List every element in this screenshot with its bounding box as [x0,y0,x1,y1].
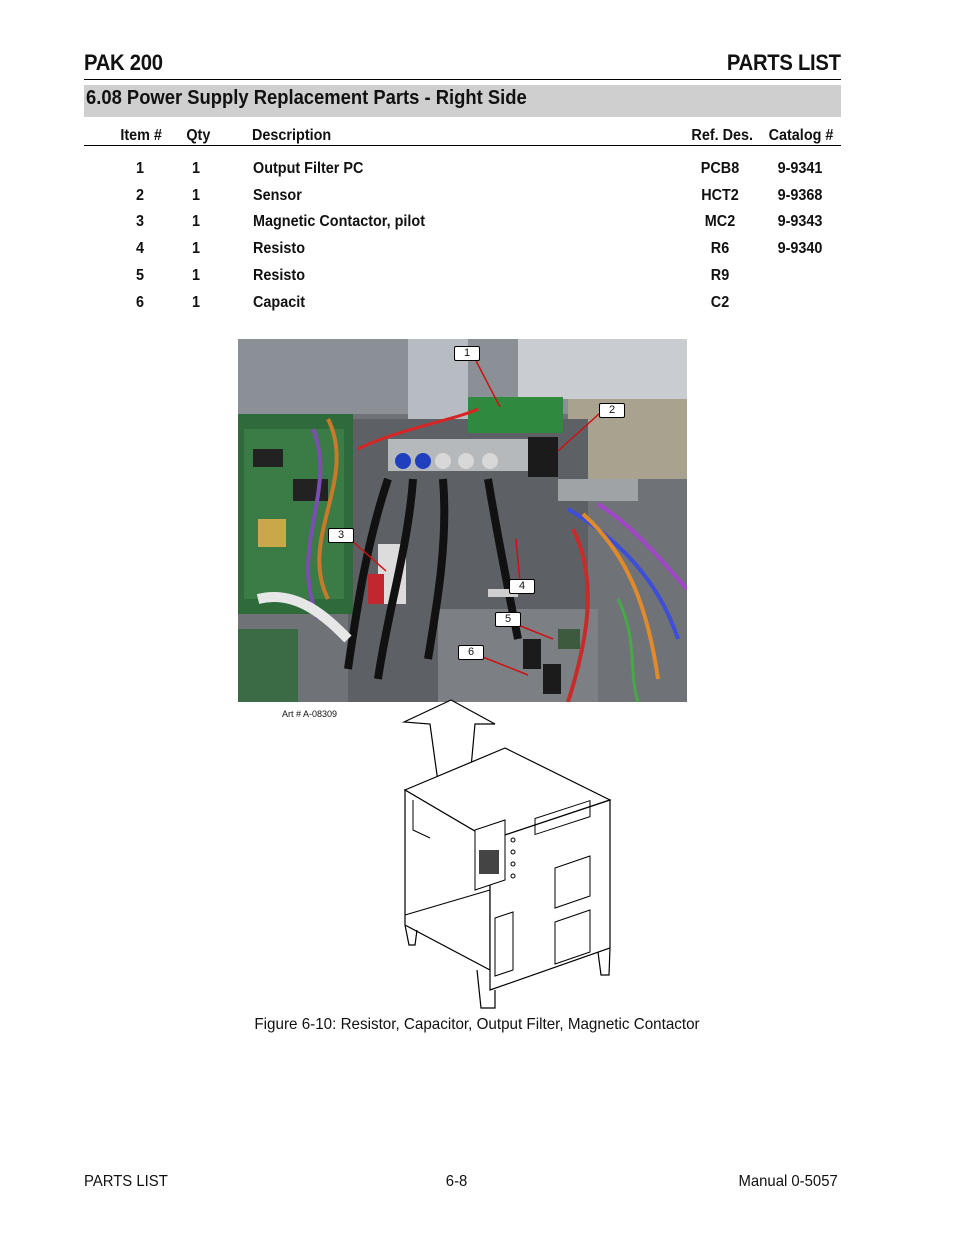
row-description: Output Filter PC [253,160,364,177]
internal-components-photo [238,339,687,702]
footer-manual-number: Manual 0-5057 [738,1173,838,1190]
row-description: Capacit [253,294,306,311]
row-qty: 1 [191,213,201,230]
callout-5: 5 [495,612,521,627]
row-description: Resisto [253,240,306,257]
callout-6: 6 [458,645,484,660]
callout-4: 4 [509,579,535,594]
table-row [0,213,954,237]
cabinet-line-drawing [395,690,625,1015]
row-qty: 1 [191,160,201,177]
col-header-item: Item # [120,127,162,144]
col-header-description: Description [252,127,332,144]
row-qty: 1 [191,240,201,257]
header-rule [84,79,841,80]
row-catalog: 9-9341 [777,160,823,177]
figure-caption: Figure 6-10: Resistor, Capacitor, Output Filter, Magnetic Contactor [254,1016,700,1033]
doc-header-title: PAK 200 [84,50,163,75]
col-header-ref-des: Ref. Des. [691,127,754,144]
table-row [0,240,954,264]
column-header-rule [84,145,841,146]
table-row [0,267,954,291]
row-ref-des: HCT2 [701,187,739,204]
callout-3: 3 [328,528,354,543]
row-item: 6 [135,294,145,311]
row-item: 4 [135,240,145,257]
row-ref-des: PCB8 [700,160,740,177]
section-title: 6.08 Power Supply Replacement Parts - Right Side [86,87,527,109]
row-ref-des: C2 [710,294,730,311]
callout-1: 1 [454,346,480,361]
row-ref-des: R9 [710,267,730,284]
row-ref-des: R6 [710,240,730,257]
footer-page-number: 6-8 [445,1173,468,1190]
row-description: Resisto [253,267,306,284]
col-header-qty: Qty [186,127,211,144]
row-item: 2 [135,187,145,204]
callout-2: 2 [599,403,625,418]
row-qty: 1 [191,267,201,284]
row-qty: 1 [191,187,201,204]
row-item: 3 [135,213,145,230]
row-catalog: 9-9343 [777,213,823,230]
table-row [0,294,954,318]
cabinet-illustration [395,690,625,1015]
art-number: Art # A-08309 [282,709,338,719]
table-row [0,160,954,184]
row-ref-des: MC2 [704,213,736,230]
row-description: Sensor [253,187,302,204]
row-qty: 1 [191,294,201,311]
row-item: 1 [135,160,145,177]
footer-section: PARTS LIST [84,1173,168,1190]
row-description: Magnetic Contactor, pilot [253,213,426,230]
col-header-catalog: Catalog # [768,127,834,144]
doc-header-section: PARTS LIST [727,50,841,75]
row-catalog: 9-9368 [777,187,823,204]
row-catalog: 9-9340 [777,240,823,257]
row-item: 5 [135,267,145,284]
table-row [0,187,954,211]
